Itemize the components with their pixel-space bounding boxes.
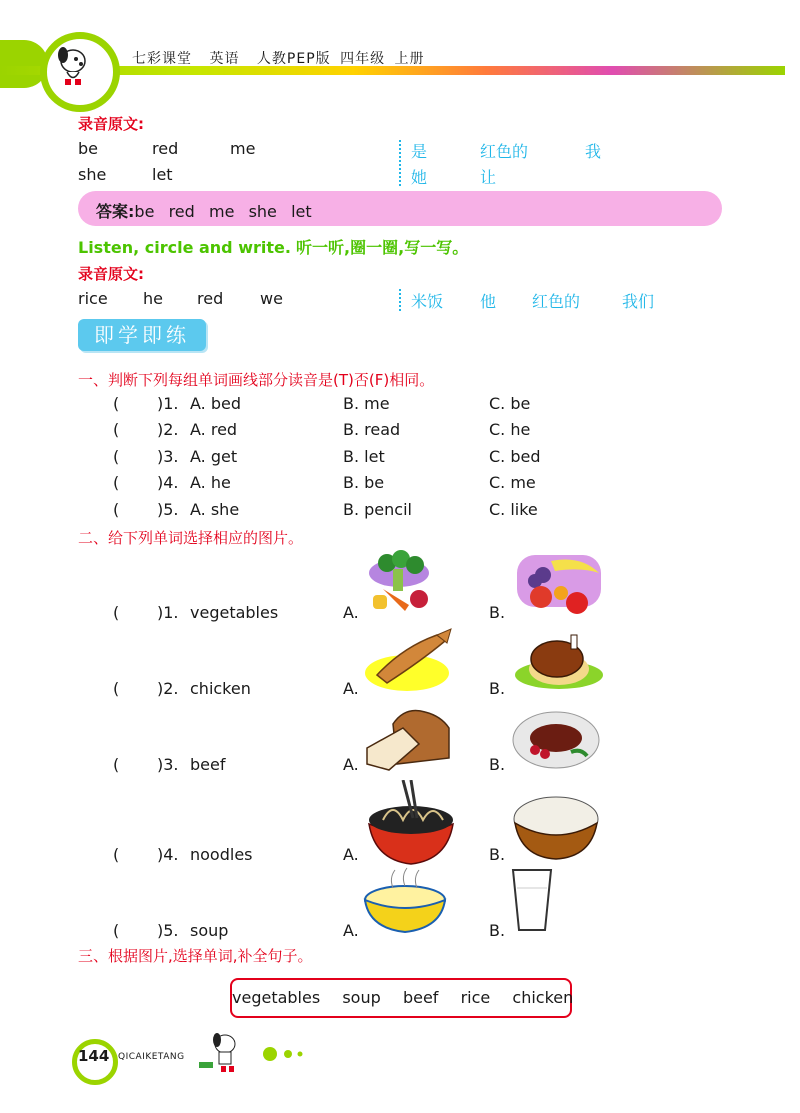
listen-heading xyxy=(78,235,468,258)
choice-a-label: A. xyxy=(343,679,359,698)
option-a: A. she xyxy=(190,500,240,519)
fruit-icon xyxy=(511,549,607,617)
choice-a-label: A. xyxy=(343,845,359,864)
milk-glass-icon xyxy=(511,868,553,932)
vocab-word: soup xyxy=(190,921,229,940)
answer-paren-open: ( xyxy=(113,845,120,864)
answer-paren-open: ( xyxy=(113,755,120,774)
question-number: )3. xyxy=(157,755,179,774)
choice-b-label: B. xyxy=(489,845,506,864)
translation: 他 xyxy=(480,292,497,311)
choice-b-label: B. xyxy=(489,755,506,774)
grade: 四年级 xyxy=(340,51,386,67)
transcript-word: he xyxy=(143,289,163,308)
translation: 红色的 xyxy=(532,292,581,311)
header-title xyxy=(132,48,437,68)
option-b: B. read xyxy=(343,420,401,439)
option-b: B. be xyxy=(343,473,385,492)
soup-bowl-icon xyxy=(363,866,447,936)
answer-paren-open: ( xyxy=(113,500,120,519)
listen-title-cn: 听一听,圈一圈,写一写。 xyxy=(296,238,469,257)
noodles-icon xyxy=(363,780,459,870)
fish-icon xyxy=(363,627,453,697)
answer-paren-open: ( xyxy=(113,420,120,439)
option-a: A. red xyxy=(190,420,238,439)
question-number: )2. xyxy=(157,679,179,698)
footer-brand: QICAIKETANG xyxy=(118,1052,185,1062)
question-number: )5. xyxy=(157,921,179,940)
choice-a-label: A. xyxy=(343,755,359,774)
question-number: )4. xyxy=(157,473,179,492)
decorative-dots-icon xyxy=(262,1046,310,1062)
listen-title-en: Listen, circle and write. xyxy=(78,238,291,257)
series-name: 七彩课堂 xyxy=(132,51,192,67)
volume: 上册 xyxy=(394,51,425,67)
section2-title: 二、给下列单词选择相应的图片。 xyxy=(78,529,304,547)
translation: 我 xyxy=(585,142,602,161)
translation: 红色的 xyxy=(480,142,529,161)
translation: 我们 xyxy=(622,292,655,311)
translation: 米饭 xyxy=(411,292,444,311)
answer-paren-open: ( xyxy=(113,921,120,940)
subject: 英语 xyxy=(209,51,240,67)
option-a: A. get xyxy=(190,447,238,466)
choice-b-label: B. xyxy=(489,603,506,622)
answer-paren-open: ( xyxy=(113,603,120,622)
transcript-word: rice xyxy=(78,289,108,308)
section3-title: 三、根据图片,选择单词,补全句子。 xyxy=(78,947,313,965)
option-a: A. he xyxy=(190,473,231,492)
roast-chicken-icon xyxy=(511,627,607,695)
choice-b-label: B. xyxy=(489,679,506,698)
question-number: )3. xyxy=(157,447,179,466)
question-number: )2. xyxy=(157,420,179,439)
answer-paren-open: ( xyxy=(113,473,120,492)
edition: 人教PEP版 xyxy=(256,51,331,67)
question-number: )1. xyxy=(157,603,179,622)
transcript-word: red xyxy=(197,289,224,308)
rice-bowl-icon xyxy=(511,793,601,863)
transcript-word: red xyxy=(152,139,179,158)
choice-a-label: A. xyxy=(343,921,359,940)
choice-a-label: A. xyxy=(343,603,359,622)
answer-label: 答案: xyxy=(96,202,135,221)
mascot-badge xyxy=(40,32,120,112)
column-divider xyxy=(399,289,401,311)
bread-icon xyxy=(363,704,455,774)
page-number: 144 xyxy=(78,1047,110,1065)
section1-title: 一、判断下列每组单词画线部分读音是(T)否(F)相同。 xyxy=(78,371,435,389)
word-bank: vegetables soup beef rice chicken xyxy=(230,978,572,1018)
translation: 让 xyxy=(480,168,497,187)
question-number: )1. xyxy=(157,394,179,413)
practice-banner: 即学即练 xyxy=(78,319,206,351)
vocab-word: beef xyxy=(190,755,226,774)
transcript-label: 录音原文: xyxy=(78,115,144,133)
answer-line xyxy=(96,199,312,222)
option-c: C. me xyxy=(489,473,536,492)
transcript-word: we xyxy=(260,289,283,308)
question-number: )5. xyxy=(157,500,179,519)
choice-b-label: B. xyxy=(489,921,506,940)
vocab-word: vegetables xyxy=(190,603,279,622)
transcript-label: 录音原文: xyxy=(78,265,144,283)
transcript-word: be xyxy=(78,139,98,158)
vocab-word: chicken xyxy=(190,679,251,698)
dog-mascot-icon xyxy=(195,1030,245,1076)
transcript-word: she xyxy=(78,165,107,184)
transcript-word: me xyxy=(230,139,256,158)
transcript-word: let xyxy=(152,165,173,184)
translation: 是 xyxy=(411,142,428,161)
option-c: C. be xyxy=(489,394,531,413)
answer-paren-open: ( xyxy=(113,447,120,466)
steak-icon xyxy=(511,704,601,772)
option-c: C. he xyxy=(489,420,531,439)
question-number: )4. xyxy=(157,845,179,864)
option-c: C. like xyxy=(489,500,538,519)
answer-paren-open: ( xyxy=(113,394,120,413)
column-divider xyxy=(399,140,401,186)
vegetables-icon xyxy=(363,549,435,615)
dog-mascot-icon xyxy=(47,39,99,91)
option-b: B. pencil xyxy=(343,500,412,519)
answer-paren-open: ( xyxy=(113,679,120,698)
option-b: B. let xyxy=(343,447,385,466)
answer-text: be red me she let xyxy=(134,202,312,221)
vocab-word: noodles xyxy=(190,845,253,864)
option-b: B. me xyxy=(343,394,390,413)
option-c: C. bed xyxy=(489,447,541,466)
translation: 她 xyxy=(411,168,428,187)
option-a: A. bed xyxy=(190,394,241,413)
